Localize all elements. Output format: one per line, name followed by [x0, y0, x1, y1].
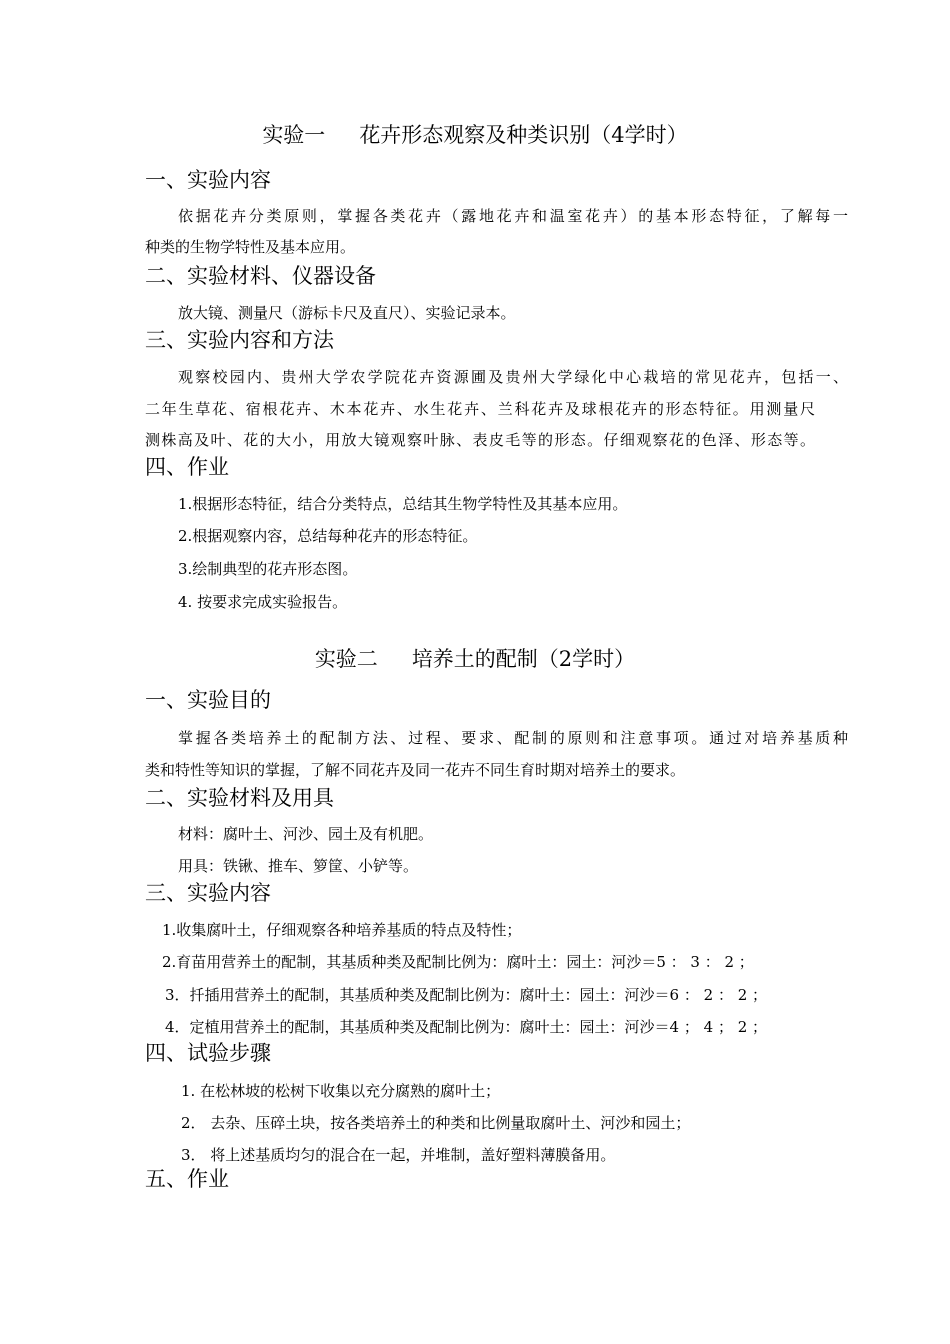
experiment-1-number: 实验一 — [262, 123, 326, 147]
exp1-homework-4: 4. 按要求完成实验报告。 — [178, 593, 348, 611]
exp2-step-3: 3． 将上述基质均匀的混合在一起，并堆制，盖好塑料薄膜备用。 — [181, 1146, 616, 1164]
exp2-content-4: 4．定植用营养土的配制，其基质种类及配制比例为：腐叶土：园土：河沙＝4 ； 4 ； 2 ； — [165, 1018, 768, 1036]
exp2-section-3-heading: 三、实验内容 — [145, 881, 271, 905]
exp1-homework-3: 3.绘制典型的花卉形态图。 — [178, 560, 358, 578]
exp1-section-4-heading: 四、作业 — [145, 455, 229, 479]
exp2-content-3: 3．扦插用营养土的配制，其基质种类及配制比例为：腐叶土：园土：河沙＝6 ： 2 ： 2 ； — [165, 986, 768, 1004]
exp1-section-3-line-1: 观察校园内、贵州大学农学院花卉资源圃及贵州大学绿化中心栽培的常见花卉，包括一、 — [178, 368, 848, 386]
exp1-homework-1: 1.根据形态特征，结合分类特点，总结其生物学特性及其基本应用。 — [178, 495, 628, 513]
exp2-section-2-heading: 二、实验材料及用具 — [145, 786, 334, 810]
exp1-section-1-line-2: 种类的生物学特性及基本应用。 — [145, 238, 356, 256]
experiment-2-title — [0, 643, 950, 673]
exp2-tools: 用具：铁锹、推车、箩筐、小铲等。 — [178, 857, 419, 875]
exp2-section-1-line-2: 类和特性等知识的掌握，了解不同花卉及同一花卉不同生育时期对培养土的要求。 — [145, 761, 686, 779]
exp2-section-1-line-1: 掌握各类培养土的配制方法、过程、要求、配制的原则和注意事项。通过对培养基质种 — [178, 729, 848, 747]
exp1-section-3-line-2: 二年生草花、宿根花卉、木本花卉、水生花卉、兰科花卉及球根花卉的形态特征。用测量尺 — [145, 400, 815, 418]
exp1-homework-2: 2.根据观察内容，总结每种花卉的形态特征。 — [178, 527, 478, 545]
exp2-section-1-heading: 一、实验目的 — [145, 688, 271, 712]
exp2-content-2: 2.育苗用营养土的配制，其基质种类及配制比例为：腐叶土：园土：河沙＝5 ： 3 ： 2 ； — [162, 953, 754, 971]
experiment-2-name: 培养土的配制（2学时） — [411, 647, 636, 671]
exp1-section-1-heading: 一、实验内容 — [145, 168, 271, 192]
experiment-1-title — [0, 119, 950, 149]
exp1-section-3-line-3: 测株高及叶、花的大小，用放大镜观察叶脉、表皮毛等的形态。仔细观察花的色泽、形态等。 — [145, 431, 815, 449]
experiment-2-number: 实验二 — [314, 647, 378, 671]
exp2-step-1: 1. 在松林坡的松树下收集以充分腐熟的腐叶土； — [181, 1082, 501, 1100]
exp2-section-5-heading: 五、作业 — [145, 1167, 229, 1191]
exp2-step-2: 2． 去杂、压碎土块，按各类培养土的种类和比例量取腐叶土、河沙和园土； — [181, 1114, 691, 1132]
exp2-content-1: 1.收集腐叶土，仔细观察各种培养基质的特点及特性； — [162, 921, 522, 939]
exp1-section-2-line-1: 放大镜、测量尺（游标卡尺及直尺）、实验记录本。 — [178, 304, 516, 322]
exp1-section-1-line-1: 依据花卉分类原则，掌握各类花卉（露地花卉和温室花卉）的基本形态特征，了解每一 — [178, 207, 848, 225]
exp2-materials: 材料：腐叶土、河沙、园土及有机肥。 — [178, 825, 434, 843]
experiment-1-name: 花卉形态观察及种类识别（4学时） — [359, 123, 688, 147]
exp1-section-3-heading: 三、实验内容和方法 — [145, 328, 334, 352]
exp1-section-2-heading: 二、实验材料、仪器设备 — [145, 264, 376, 288]
exp2-section-4-heading: 四、试验步骤 — [145, 1041, 271, 1065]
